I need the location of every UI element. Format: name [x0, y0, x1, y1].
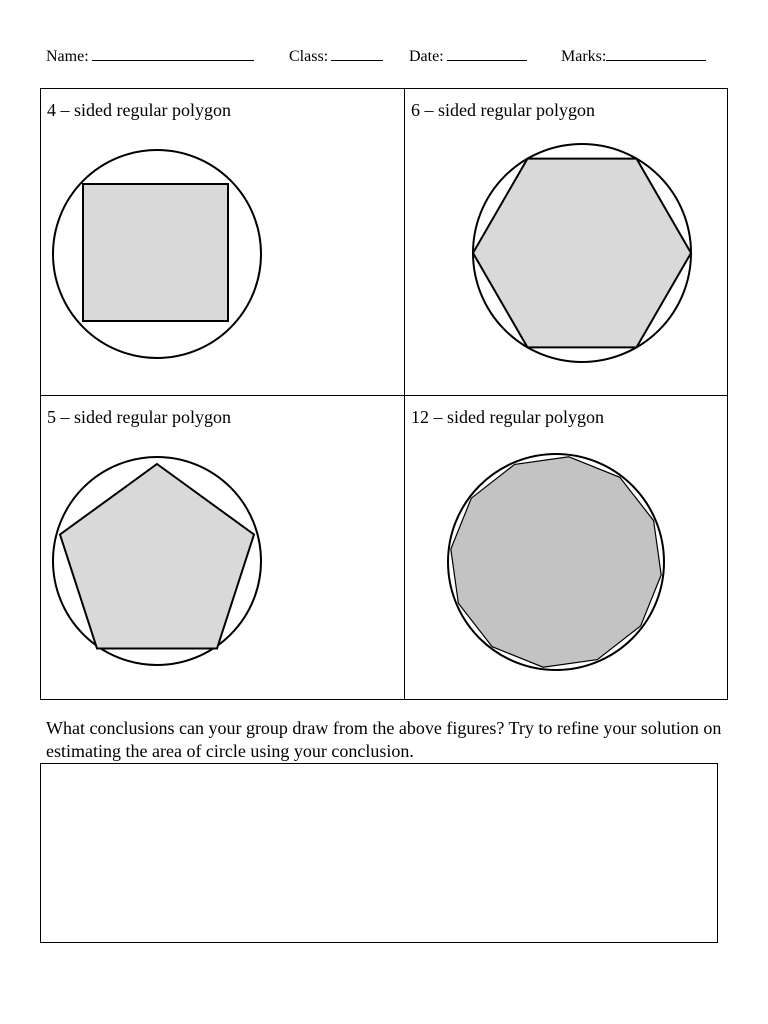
- marks-field[interactable]: [561, 44, 706, 67]
- class-label: Class:: [289, 48, 329, 65]
- name-label: Name:: [46, 48, 89, 65]
- cell-square: [41, 89, 404, 395]
- cell-pentagon: [41, 396, 404, 700]
- cell-label-hexagon: 6 – sided regular polygon: [411, 100, 595, 120]
- cell-label-square: 4 – sided regular polygon: [47, 100, 231, 120]
- worksheet-header: [0, 44, 768, 68]
- answer-box[interactable]: [40, 763, 718, 943]
- cell-label-dodecagon: 12 – sided regular polygon: [411, 407, 604, 427]
- date-field[interactable]: [409, 44, 527, 67]
- class-field[interactable]: [289, 44, 383, 67]
- date-blank[interactable]: [447, 44, 527, 61]
- square-polygon: [83, 184, 228, 321]
- hexagon-in-circle-figure: [405, 89, 727, 395]
- name-field[interactable]: [46, 44, 254, 67]
- pentagon-in-circle-figure: [41, 396, 404, 700]
- marks-label: Marks:: [561, 48, 607, 65]
- hexagon-polygon: [473, 159, 691, 348]
- dodecagon-in-circle-figure: [405, 396, 727, 700]
- square-in-circle-figure: [41, 89, 404, 395]
- cell-label-pentagon: 5 – sided regular polygon: [47, 407, 231, 427]
- polygon-grid: [40, 88, 728, 700]
- cell-dodecagon: [405, 396, 727, 700]
- name-blank[interactable]: [92, 44, 254, 61]
- conclusion-question: What conclusions can your group draw from the above figures? Try to refine your solution on estimating the area of circle using your conclusion.: [46, 718, 722, 761]
- class-blank[interactable]: [331, 44, 383, 61]
- pentagon-polygon: [60, 464, 254, 649]
- date-label: Date:: [409, 48, 444, 65]
- dodecagon-polygon: [451, 457, 661, 667]
- marks-blank[interactable]: [606, 44, 706, 61]
- cell-hexagon: [405, 89, 727, 395]
